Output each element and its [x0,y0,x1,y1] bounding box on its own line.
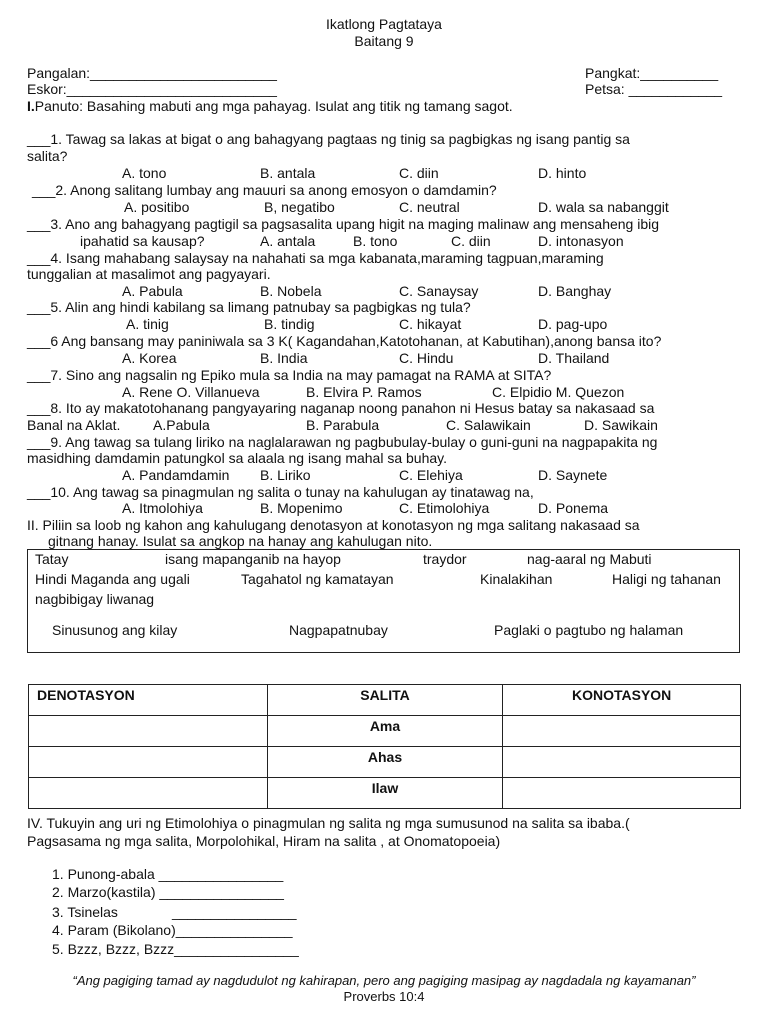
word-bank-item: isang mapanganib na hayop [165,551,341,567]
part4-instruction: IV. Tukuyin ang uri ng Etimolohiya o pinagmulan ng salita ng mga sumusunod na salita sa ibaba.( [27,815,630,831]
q4-choice-a: A. Pabula [122,283,183,299]
word-bank-item: Kinalakihan [480,571,553,587]
denotasyon-answer-cell[interactable] [29,716,268,747]
word-bank-item: Haligi ng tahanan [612,571,721,587]
list-item[interactable] [52,866,283,883]
q10-choice-b: B. Mopenimo [260,500,343,516]
name-field[interactable]: Pangalan:________________________ [27,65,277,81]
q7-choice-b: B. Elvira P. Ramos [306,384,422,400]
footer-source: Proverbs 10:4 [343,989,425,1004]
q6-choice-b: B. India [260,350,308,366]
q8-choice-d: D. Sawikain [584,417,658,433]
q3-choice-d: D. intonasyon [538,233,624,249]
q1-choice-b: B. antala [260,165,316,181]
grade-level: Baitang 9 [354,33,414,49]
konotasyon-answer-cell[interactable] [503,778,741,809]
school-field[interactable]: Eskor:___________________________ [27,81,277,97]
word-bank-item: nag-aaral ng Mabuti [527,551,652,567]
question-6: ___6 Ang bansang may paniniwala sa 3 K( Kagandahan,Katotohanan, at Kabutihan),anong bansa ito? [27,333,662,349]
list-item-text: Tsinelas [67,904,118,920]
salita-cell: Ilaw [267,778,503,809]
q4-choice-c: C. Sanaysay [399,283,479,299]
section-field[interactable]: Pangkat:__________ [585,65,719,81]
q10-choice-d: D. Ponema [538,500,609,516]
question-10: ___10. Ang tawag sa pinagmulan ng salita o tunay na kahulugan ay tinatawag na, [27,484,534,500]
list-item-number: 4. [52,922,64,938]
test-title: Ikatlong Pagtataya [326,16,442,32]
salita-cell: Ahas [267,747,503,778]
question-9-cont: masidhing damdamin patungkol sa alaala ng isang mahal sa buhay. [27,450,448,466]
word-bank-item: Nagpapatnubay [289,622,388,638]
q3-choice-a: A. antala [260,233,316,249]
question-8-cont: Banal na Aklat. [27,417,121,433]
question-1-cont: salita? [27,148,68,164]
q1-choice-d: D. hinto [538,165,587,181]
q9-choice-b: B. Liriko [260,467,311,483]
part2-instruction-cont: gitnang hanay. Isulat sa angkop na hanay ang kahulugan nito. [48,533,433,549]
word-bank-item: nagbibigay liwanag [35,591,155,607]
question-8: ___8. Ito ay makatotohanang pangyayaring naganap noong panahon ni Hesus batay sa nakasaad sa [27,400,655,416]
q2-choice-b: B, negatibo [264,199,335,215]
question-4: ___4. Isang mahabang salaysay na nahahati sa mga kabanata,maraming tagpuan,maraming [27,250,604,266]
q2-choice-c: C. neutral [399,199,460,215]
question-5: ___5. Alin ang hindi kabilang sa limang patnubay sa pagbigkas ng tula? [27,299,471,315]
answer-blank[interactable]: ________________ [172,904,297,920]
question-3: ___3. Ano ang bahagyang pagtigil sa pagsasalita upang higit na maging malinaw ang mensaheng ibig [27,216,660,232]
word-bank-item: Tagahatol ng kamatayan [241,571,394,587]
list-item[interactable] [52,904,118,921]
list-item[interactable] [52,922,293,939]
footer-quote: “Ang pagiging tamad ay nagdudulot ng kahirapan, pero ang pagiging masipag ay nagdadala ng kayamanan” [72,973,696,988]
word-bank-item: Paglaki o pagtubo ng halaman [494,622,684,638]
q8-choice-b: B. Parabula [306,417,380,433]
konotasyon-header: KONOTASYON [503,685,741,716]
q5-choice-a: A. tinig [126,316,169,332]
word-bank-item: Hindi Maganda ang ugali [35,571,190,587]
part1-label: I. [27,98,35,114]
q8-choice-a: A.Pabula [153,417,210,433]
denotasyon-answer-cell[interactable] [29,778,268,809]
q5-choice-b: B. tindig [264,316,315,332]
word-bank-item: traydor [423,551,467,567]
q3-choice-b: B. tono [353,233,398,249]
list-item-number: 1. [52,866,64,882]
list-item[interactable] [52,884,284,901]
question-7: ___7. Sino ang nagsalin ng Epiko mula sa India na may pamagat na RAMA at SITA? [27,367,552,383]
salita-cell: Ama [267,716,503,747]
q10-choice-c: C. Etimolohiya [399,500,490,516]
list-item[interactable] [52,941,299,958]
question-1: ___1. Tawag sa lakas at bigat o ang bahagyang pagtaas ng tinig sa pagbigkas ng isang pantig sa [27,131,630,147]
word-bank-item: Sinusunog ang kilay [52,622,178,638]
list-item-number: 5. [52,941,64,957]
q4-choice-d: D. Banghay [538,283,612,299]
q10-choice-a: A. Itmolohiya [122,500,203,516]
q4-choice-b: B. Nobela [260,283,322,299]
question-2: ___2. Anong salitang lumbay ang mauuri sa anong emosyon o damdamin? [32,182,497,198]
q1-choice-a: A. tono [122,165,167,181]
question-3-cont: ipahatid sa kausap? [80,233,205,249]
q2-choice-d: D. wala sa nabanggit [538,199,669,215]
konotasyon-answer-cell[interactable] [503,747,741,778]
q5-choice-c: C. hikayat [399,316,462,332]
table-row [29,716,741,747]
part2-instruction: II. Piliin sa loob ng kahon ang kahulugang denotasyon at konotasyon ng mga salitang nakasaad sa [27,517,640,533]
list-item-text: Punong-abala ________________ [67,866,284,882]
denotasyon-header: DENOTASYON [29,685,268,716]
q9-choice-d: D. Saynete [538,467,608,483]
list-item-text: Marzo(kastila) ________________ [67,884,284,900]
salita-header: SALITA [267,685,503,716]
q9-choice-a: A. Pandamdamin [122,467,230,483]
list-item-number: 3. [52,904,64,920]
part4-instruction-cont: Pagsasama ng mga salita, Morpolohikal, Hiram na salita , at Onomatopoeia) [27,833,501,849]
denotasyon-answer-cell[interactable] [29,747,268,778]
word-bank-item: Tatay [35,551,69,567]
list-item-text: Bzzz, Bzzz, Bzzz________________ [67,941,299,957]
q7-choice-c: C. Elpidio M. Quezon [492,384,625,400]
table-row [29,747,741,778]
table-row [29,778,741,809]
q6-choice-a: A. Korea [122,350,177,366]
table-header-row [29,685,741,716]
list-item-text: Param (Bikolano)_______________ [67,922,293,938]
q5-choice-d: D. pag-upo [538,316,608,332]
konotasyon-answer-cell[interactable] [503,716,741,747]
q7-choice-a: A. Rene O. Villanueva [122,384,260,400]
question-4-cont: tunggalian at masalimot ang pagyayari. [27,266,271,282]
q6-choice-c: C. Hindu [399,350,454,366]
part1-instruction [27,98,513,115]
list-item-number: 2. [52,884,64,900]
denotation-connotation-table [28,684,741,809]
q2-choice-a: A. positibo [124,199,190,215]
q9-choice-c: C. Elehiya [399,467,463,483]
date-field[interactable]: Petsa: ____________ [585,81,723,97]
q8-choice-c: C. Salawikain [446,417,531,433]
part1-instruction-text: Panuto: Basahing mabuti ang mga pahayag. Isulat ang titik ng tamang sagot. [34,98,513,114]
q6-choice-d: D. Thailand [538,350,610,366]
q1-choice-c: C. diin [399,165,439,181]
question-9: ___9. Ang tawag sa tulang liriko na naglalarawan ng pagbubulay-bulay o guni-guni na nagpapakita ng [27,434,658,450]
q3-choice-c: C. diin [451,233,491,249]
